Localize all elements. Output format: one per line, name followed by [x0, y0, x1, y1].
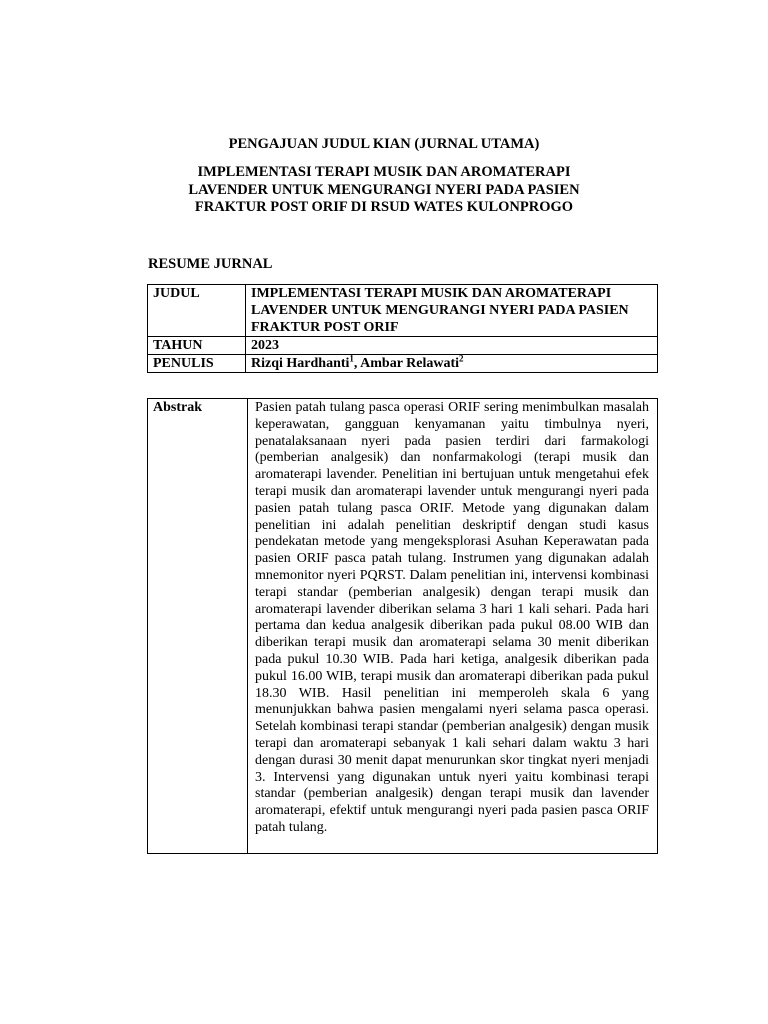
author-1-affiliation: 1: [349, 353, 354, 364]
author-1: Rizqi Hardhanti: [251, 356, 350, 371]
meta-row-tahun: [148, 337, 658, 355]
author-separator: ,: [353, 356, 361, 371]
author-2: Ambar Relawati: [360, 356, 460, 371]
author-2-affiliation: 2: [459, 353, 464, 364]
abstract-label: Abstrak: [148, 399, 248, 854]
meta-row-penulis: [148, 355, 658, 373]
meta-value-penulis: [246, 355, 658, 373]
meta-value-tahun: 2023: [246, 337, 658, 355]
document-heading: PENGAJUAN JUDUL KIAN (JURNAL UTAMA): [228, 136, 540, 152]
abstract-text: Pasien patah tulang pasca operasi ORIF sering menimbulkan masalah keperawatan, gangguan kenyamanan yaitu timbulnya nyeri, penatalaksanaan nyeri pada pasien terdiri dari farmakologi (pemberian analgesik) dan nonfarmakologi (terapi musik dan aromaterapi lavender. Penelitian ini bertujuan untuk mengetahui efek terapi musik dan aromaterapi lavender untuk mengurangi nyeri pada pasien patah tulang pasca ORIF. Metode yang digunakan dalam penelitian ini adalah penelitian deskriptif dengan studi kasus pendekatan metode yang mengeksplorasi Asuhan Keperawatan pada pasien ORIF pasca patah tulang. Instrumen yang digunakan adalah mnemonitor nyeri PQRST. Dalam penelitian ini, intervensi kombinasi terapi standar (pemberian analgesik) dengan terapi musik dan aromaterapi lavender diberikan selama 3 hari 1 kali sehari. Pada hari pertama dan kedua analgesik diberikan pada pukul 08.00 WIB dan diberikan terapi musik dan aromaterapi selama 30 menit diberikan pada pukul 10.30 WIB. Pada hari ketiga, analgesik diberikan pada pukul 16.00 WIB, terapi musik dan aromaterapi diberikan pada pukul 18.30 WIB. Hasil penelitian ini memperoleh skala 6 yang menunjukkan bahwa pasien mengalami nyeri selama pasca operasi. Setelah kombinasi terapi standar (pemberian analgesik) dengan musik terapi dan aromaterapi sebanyak 1 kali sehari dalam waktu 3 hari dengan durasi 30 menit dapat menurunkan skor tingkat nyeri menjadi 3. Intervensi yang digunakan untuk nyeri yaitu kombinasi terapi standar (pemberian analgesik) dengan terapi musik dan lavender aromaterapi, efektif untuk mengurangi nyeri pada pasien pasca ORIF patah tulang.: [248, 399, 658, 854]
abstract-table: [147, 398, 658, 854]
meta-label-tahun: TAHUN: [148, 337, 246, 355]
journal-meta-table: [147, 284, 658, 373]
main-title: IMPLEMENTASI TERAPI MUSIK DAN AROMATERAPI LAVENDER UNTUK MENGURANGI NYERI PADA PASIEN FRAKTUR POST ORIF DI RSUD WATES KULONPROGO: [188, 164, 580, 215]
section-label-resume: RESUME JURNAL: [148, 256, 273, 272]
meta-row-judul: [148, 285, 658, 337]
meta-value-judul: IMPLEMENTASI TERAPI MUSIK DAN AROMATERAPI LAVENDER UNTUK MENGURANGI NYERI PADA PASIEN FRAKTUR POST ORIF: [246, 285, 658, 337]
abstract-row: [148, 399, 658, 854]
meta-label-judul: JUDUL: [148, 285, 246, 337]
meta-label-penulis: PENULIS: [148, 355, 246, 373]
